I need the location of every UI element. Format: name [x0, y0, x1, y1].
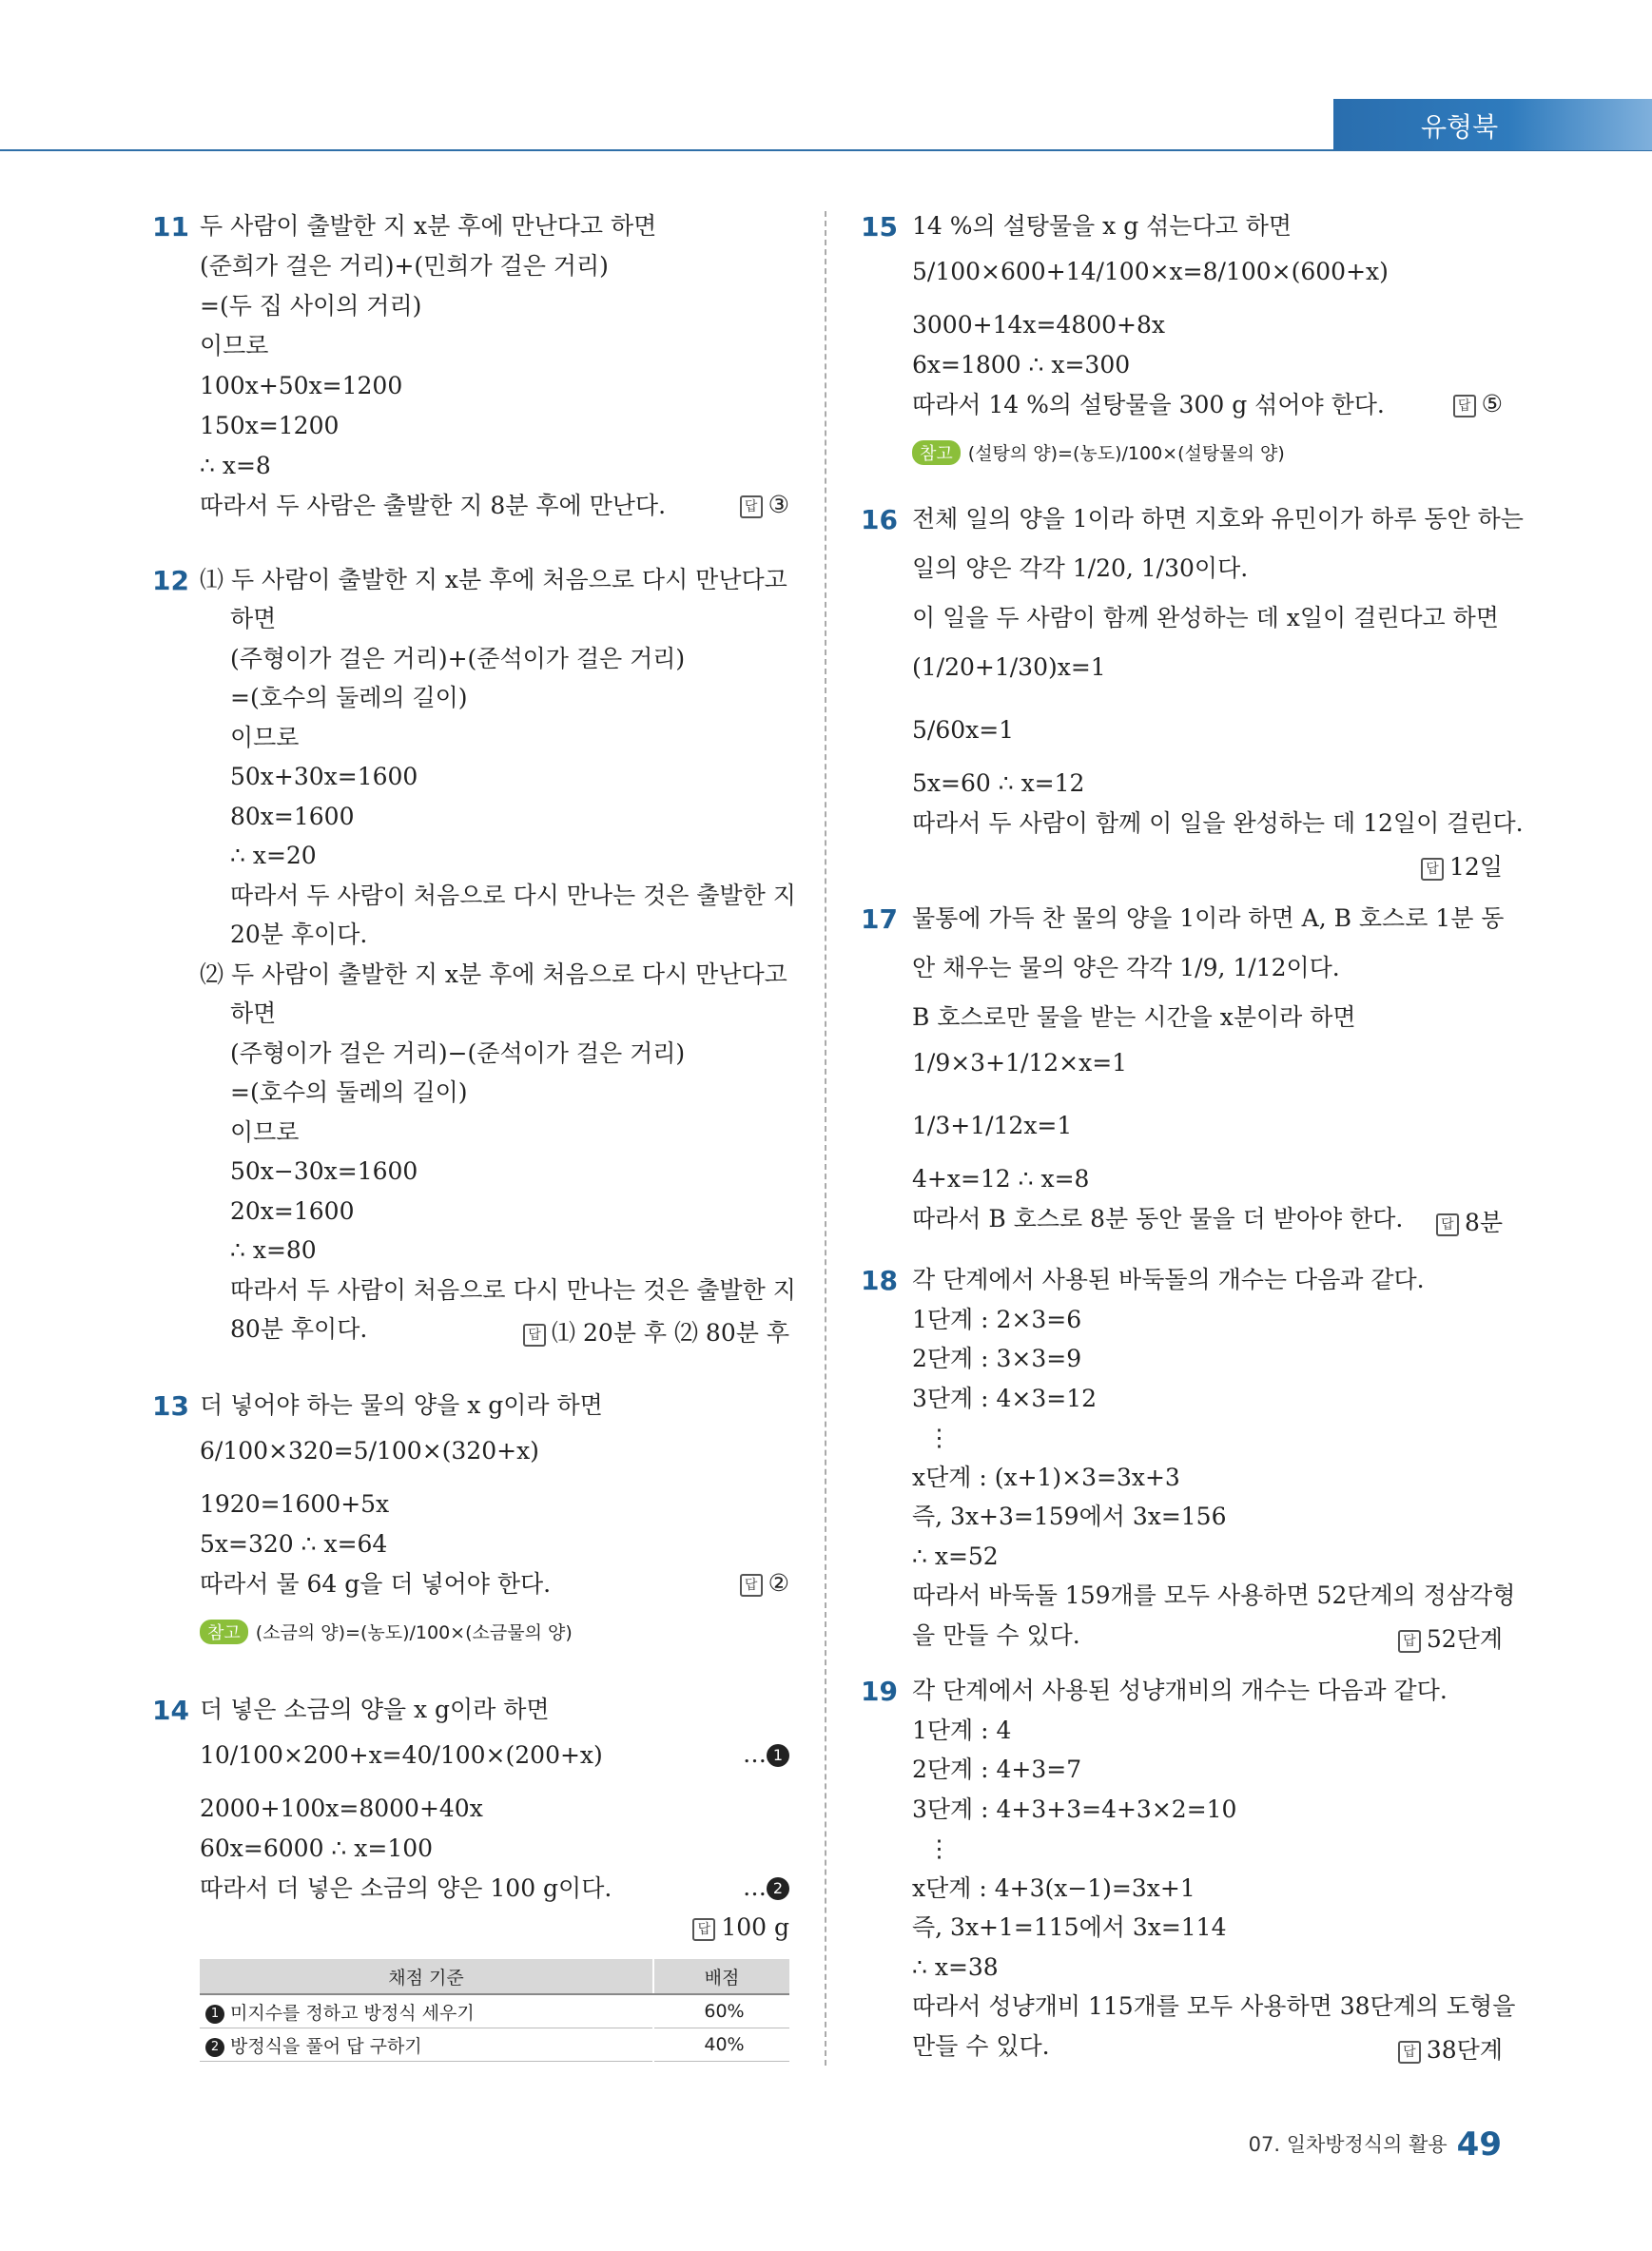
line: (주형이가 걸은 거리)+(준석이가 걸은 거리)	[230, 645, 686, 672]
line: =(호수의 둘레의 길이)	[230, 684, 468, 711]
line: 따라서 두 사람이 처음으로 다시 만나는 것은 출발한 지	[230, 882, 796, 909]
problem-number: 16	[861, 504, 898, 535]
line: 더 넣은 소금의 양을 x g이라 하면	[200, 1696, 550, 1723]
line: 3000+14x=4800+8x	[912, 311, 1166, 339]
step-circle-icon: 2	[767, 1877, 789, 1900]
line: 따라서 두 사람이 함께 이 일을 완성하는 데 12일이 걸린다.	[912, 809, 1524, 837]
line: ⑴ 두 사람이 출발한 지 x분 후에 처음으로 다시 만난다고	[200, 566, 787, 593]
line: 2000+100x=8000+40x	[200, 1795, 483, 1822]
line: 6/100×320=5/100×(320+x)	[200, 1437, 539, 1465]
answer-mark-icon: 답	[523, 1324, 546, 1347]
line: (준희가 걸은 거리)+(민희가 걸은 거리)	[200, 252, 609, 280]
table-header: 채점 기준	[200, 1959, 653, 1994]
line: =(두 집 사이의 거리)	[200, 292, 422, 320]
line: 따라서 B 호스로 8분 동안 물을 더 받아야 한다.	[912, 1205, 1404, 1232]
answer-value: ②	[768, 1569, 789, 1597]
line: 80분 후이다.	[230, 1315, 368, 1343]
line: 각 단계에서 사용된 성냥개비의 개수는 다음과 같다.	[912, 1677, 1448, 1704]
table-row	[200, 1994, 789, 2028]
answer-value: 12일	[1449, 853, 1503, 881]
note-tag: 참고	[912, 440, 961, 465]
page-number: 49	[1456, 2125, 1502, 2164]
column-divider	[825, 211, 826, 2066]
problem-number: 17	[861, 903, 898, 935]
answer-mark-icon: 답	[740, 495, 763, 518]
line: ∴ x=80	[230, 1236, 317, 1264]
reference-note	[912, 439, 1285, 465]
line: ⑵ 두 사람이 출발한 지 x분 후에 처음으로 다시 만난다고	[200, 961, 787, 988]
answer-value: 52단계	[1426, 1625, 1503, 1653]
answer-value: ③	[768, 491, 789, 518]
step-marker	[743, 1873, 789, 1901]
answer-mark-icon: 답	[1453, 395, 1476, 417]
answer	[1453, 390, 1503, 417]
table-header: 배점	[653, 1959, 789, 1994]
line: 즉, 3x+3=159에서 3x=156	[912, 1503, 1227, 1530]
line: 2단계 : 4+3=7	[912, 1756, 1082, 1783]
answer-mark-icon: 답	[740, 1574, 763, 1597]
line: 150x=1200	[200, 412, 340, 439]
line: 이므로	[230, 1118, 300, 1146]
table-cell: 40%	[653, 2028, 789, 2062]
line: ∴ x=38	[912, 1953, 999, 1981]
answer	[523, 1314, 789, 1349]
line: 따라서 물 64 g을 더 넣어야 한다.	[200, 1570, 552, 1598]
line: 100x+50x=1200	[200, 372, 403, 399]
table-cell: 60%	[653, 1994, 789, 2028]
problem-number: 14	[152, 1695, 189, 1726]
line: =(호수의 둘레의 길이)	[230, 1078, 468, 1106]
book-tab-label: 유형북	[1421, 111, 1499, 143]
line: 20분 후이다.	[230, 921, 368, 948]
line: 5/100×600+14/100×x=8/100×(600+x)	[912, 258, 1389, 285]
line: 만들 수 있다.	[912, 2032, 1050, 2060]
answer-value: 38단계	[1426, 2036, 1503, 2064]
line: 1단계 : 4	[912, 1717, 1012, 1744]
problem-number: 19	[861, 1676, 898, 1707]
line: 4+x=12 ∴ x=8	[912, 1165, 1090, 1193]
book-tab	[1333, 99, 1652, 150]
answer	[692, 1913, 789, 1941]
page-footer	[1249, 2125, 1502, 2164]
line: 이므로	[200, 332, 269, 359]
line: ⋮	[927, 1834, 951, 1862]
line: 14 %의 설탕물을 x g 섞는다고 하면	[912, 212, 1292, 240]
line: 50x+30x=1600	[230, 763, 418, 790]
answer-mark-icon: 답	[1398, 1630, 1421, 1653]
answer	[1436, 1204, 1503, 1238]
line: 두 사람이 출발한 지 x분 후에 만난다고 하면	[200, 212, 657, 240]
step-circle-icon: 2	[205, 2038, 224, 2057]
problem-number: 12	[152, 565, 189, 596]
answer-mark-icon: 답	[1421, 858, 1444, 881]
table-row	[200, 2028, 789, 2062]
note-text: (설탕의 양)=(농도)/100×(설탕물의 양)	[967, 443, 1285, 464]
line: 6x=1800 ∴ x=300	[912, 351, 1131, 378]
line: ⋮	[927, 1424, 951, 1451]
table-cell: 방정식을 풀어 답 구하기	[230, 2035, 422, 2057]
answer	[1398, 2031, 1503, 2066]
step-marker	[743, 1740, 789, 1768]
line: x단계 : 4+3(x−1)=3x+1	[912, 1874, 1195, 1902]
step-circle-icon: 1	[205, 2005, 224, 2024]
line: 1/9×3+1/12×x=1	[912, 1049, 1128, 1077]
answer	[1398, 1620, 1503, 1655]
line: 전체 일의 양을 1이라 하면 지호와 유민이가 하루 동안 하는	[912, 505, 1524, 533]
line: 5/60x=1	[912, 716, 1015, 744]
line: 2단계 : 3×3=9	[912, 1345, 1082, 1372]
line: ∴ x=20	[230, 842, 317, 869]
answer-value: 8분	[1464, 1209, 1503, 1236]
scoring-table	[200, 1959, 789, 2062]
line: 하면	[230, 999, 277, 1027]
line: 따라서 두 사람은 출발한 지 8분 후에 만난다.	[200, 492, 667, 519]
line: 따라서 14 %의 설탕물을 300 g 섞어야 한다.	[912, 391, 1385, 418]
problem-number: 18	[861, 1265, 898, 1296]
line: 물통에 가득 찬 물의 양을 1이라 하면 A, B 호스로 1분 동	[912, 904, 1505, 932]
line: 3단계 : 4+3+3=4+3×2=10	[912, 1795, 1237, 1823]
line: 따라서 성냥개비 115개를 모두 사용하면 38단계의 도형을	[912, 1992, 1516, 2020]
line: ∴ x=8	[200, 452, 271, 479]
answer-mark-icon: 답	[1398, 2041, 1421, 2064]
line: 5x=320 ∴ x=64	[200, 1530, 388, 1558]
table-cell: 미지수를 정하고 방정식 세우기	[230, 2002, 475, 2024]
line: 1/3+1/12x=1	[912, 1112, 1073, 1139]
marker-dots: …	[743, 1740, 767, 1768]
line: 하면	[230, 605, 277, 632]
line: 따라서 바둑돌 159개를 모두 사용하면 52단계의 정삼각형	[912, 1582, 1516, 1609]
line: 20x=1600	[230, 1197, 355, 1225]
problem-number: 11	[152, 211, 189, 243]
line: 따라서 더 넣은 소금의 양은 100 g이다.	[200, 1874, 612, 1902]
answer-value: ⑤	[1481, 390, 1503, 417]
line: (주형이가 걸은 거리)−(준석이가 걸은 거리)	[230, 1039, 686, 1067]
answer	[740, 1569, 789, 1597]
line: 50x−30x=1600	[230, 1157, 418, 1185]
marker-dots: …	[743, 1873, 767, 1901]
line: 60x=6000 ∴ x=100	[200, 1834, 434, 1862]
step-circle-icon: 1	[767, 1744, 789, 1767]
line: 더 넣어야 하는 물의 양을 x g이라 하면	[200, 1391, 603, 1419]
line: B 호스로만 물을 받는 시간을 x분이라 하면	[912, 1003, 1356, 1031]
line: 1단계 : 2×3=6	[912, 1306, 1082, 1333]
note-tag: 참고	[200, 1620, 248, 1644]
section-title: 07. 일차방정식의 활용	[1248, 2133, 1448, 2156]
reference-note	[200, 1619, 573, 1644]
answer-value: 100 g	[721, 1913, 789, 1941]
line: ∴ x=52	[912, 1543, 999, 1570]
line: 안 채우는 물의 양은 각각 1/9, 1/12이다.	[912, 954, 1340, 981]
line: 3단계 : 4×3=12	[912, 1385, 1098, 1412]
problem-number: 13	[152, 1390, 189, 1422]
answer-mark-icon: 답	[692, 1918, 715, 1941]
line: 일의 양은 각각 1/20, 1/30이다.	[912, 554, 1249, 582]
line: (1/20+1/30)x=1	[912, 653, 1106, 681]
line: x단계 : (x+1)×3=3x+3	[912, 1464, 1180, 1491]
problem-number: 15	[861, 211, 898, 243]
line: 이므로	[230, 724, 300, 751]
line: 5x=60 ∴ x=12	[912, 769, 1085, 797]
line: 즉, 3x+1=115에서 3x=114	[912, 1913, 1227, 1941]
line: 80x=1600	[230, 803, 355, 830]
note-text: (소금의 양)=(농도)/100×(소금물의 양)	[255, 1622, 573, 1643]
line: 따라서 두 사람이 처음으로 다시 만나는 것은 출발한 지	[230, 1276, 796, 1304]
answer	[740, 491, 789, 518]
line: 10/100×200+x=40/100×(200+x)	[200, 1741, 603, 1769]
answer-value: ⑴ 20분 후 ⑵ 80분 후	[552, 1319, 789, 1347]
answer	[1421, 848, 1503, 883]
line: 을 만들 수 있다.	[912, 1621, 1080, 1649]
line: 각 단계에서 사용된 바둑돌의 개수는 다음과 같다.	[912, 1266, 1425, 1293]
line: 1920=1600+5x	[200, 1490, 390, 1518]
line: 이 일을 두 사람이 함께 완성하는 데 x일이 걸린다고 하면	[912, 604, 1499, 631]
answer-mark-icon: 답	[1436, 1213, 1459, 1236]
